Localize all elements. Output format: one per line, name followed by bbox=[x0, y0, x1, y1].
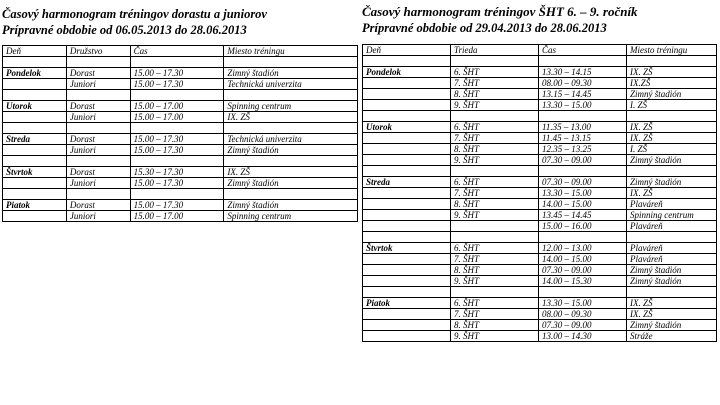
group-cell bbox=[66, 57, 130, 68]
location-cell bbox=[627, 56, 717, 67]
group-cell: Dorast bbox=[66, 101, 130, 112]
time-cell bbox=[130, 123, 224, 134]
time-cell: 15.00 – 17.30 bbox=[130, 134, 224, 145]
table-row bbox=[363, 111, 717, 122]
time-cell: 15.00 – 17.30 bbox=[130, 178, 224, 189]
time-cell: 07.30 – 09.00 bbox=[539, 177, 627, 188]
location-cell: IX.ZŠ bbox=[627, 78, 717, 89]
table-row bbox=[363, 254, 717, 265]
location-cell: Plaváreň bbox=[627, 199, 717, 210]
table-row bbox=[3, 68, 358, 79]
table-row bbox=[363, 133, 717, 144]
table-row bbox=[3, 101, 358, 112]
table-row bbox=[3, 156, 358, 167]
day-cell bbox=[3, 211, 67, 222]
group-cell: 9. ŠHT bbox=[451, 210, 539, 221]
group-cell: 7. ŠHT bbox=[451, 188, 539, 199]
group-cell: 8. ŠHT bbox=[451, 89, 539, 100]
day-cell bbox=[3, 145, 67, 156]
location-cell: Plaváreň bbox=[627, 221, 717, 232]
table-row bbox=[363, 221, 717, 232]
time-cell: 13.00 – 14.30 bbox=[539, 331, 627, 342]
column-header: Trieda bbox=[451, 45, 539, 56]
table-row bbox=[3, 90, 358, 101]
group-cell: 9. ŠHT bbox=[451, 331, 539, 342]
time-cell: 07.30 – 09.00 bbox=[539, 265, 627, 276]
column-header: Čas bbox=[130, 46, 224, 57]
day-cell bbox=[363, 155, 451, 166]
table-row bbox=[3, 79, 358, 90]
day-cell bbox=[363, 144, 451, 155]
time-cell bbox=[539, 232, 627, 243]
time-cell: 12.00 – 13.00 bbox=[539, 243, 627, 254]
time-cell: 13.30 – 15.00 bbox=[539, 188, 627, 199]
location-cell: Zimný štadión bbox=[627, 177, 717, 188]
time-cell: 13.15 – 14.45 bbox=[539, 89, 627, 100]
day-cell: Streda bbox=[3, 134, 67, 145]
table-row bbox=[3, 167, 358, 178]
time-cell: 15.00 – 17.00 bbox=[130, 101, 224, 112]
time-cell: 15.00 – 17.00 bbox=[130, 211, 224, 222]
group-cell bbox=[451, 221, 539, 232]
group-cell: Dorast bbox=[66, 134, 130, 145]
table-row bbox=[363, 265, 717, 276]
location-cell: Technická univerzita bbox=[224, 79, 358, 90]
time-cell: 13.45 – 14.45 bbox=[539, 210, 627, 221]
table-row bbox=[363, 155, 717, 166]
day-cell: Štvrtok bbox=[3, 167, 67, 178]
group-cell bbox=[451, 111, 539, 122]
day-cell: Pondelok bbox=[3, 68, 67, 79]
group-cell: Juniori bbox=[66, 178, 130, 189]
group-cell: 6. ŠHT bbox=[451, 122, 539, 133]
location-cell: IX. ZŠ bbox=[224, 112, 358, 123]
day-cell bbox=[363, 188, 451, 199]
time-cell: 08.00 – 09.30 bbox=[539, 309, 627, 320]
location-cell: IX. ZŠ bbox=[627, 122, 717, 133]
group-cell: 8. ŠHT bbox=[451, 320, 539, 331]
time-cell: 14.00 – 15.30 bbox=[539, 276, 627, 287]
junior-schedule-section bbox=[2, 0, 358, 222]
time-cell: 15.00 – 17.30 bbox=[130, 200, 224, 211]
time-cell bbox=[539, 111, 627, 122]
location-cell: Plaváreň bbox=[627, 254, 717, 265]
time-cell: 14.00 – 15.00 bbox=[539, 199, 627, 210]
sht-schedule-body bbox=[363, 56, 717, 342]
location-cell: IX. ZŠ bbox=[224, 167, 358, 178]
group-cell: 6. ŠHT bbox=[451, 67, 539, 78]
group-cell: Juniori bbox=[66, 112, 130, 123]
day-cell bbox=[363, 309, 451, 320]
table-row bbox=[363, 122, 717, 133]
group-cell: 6. ŠHT bbox=[451, 177, 539, 188]
day-cell: Piatok bbox=[3, 200, 67, 211]
time-cell: 15.00 – 17.30 bbox=[130, 79, 224, 90]
group-cell: 7. ŠHT bbox=[451, 133, 539, 144]
location-cell bbox=[224, 57, 358, 68]
day-cell bbox=[363, 100, 451, 111]
column-header: Deň bbox=[363, 45, 451, 56]
junior-schedule-body bbox=[3, 57, 358, 222]
day-cell bbox=[363, 221, 451, 232]
table-row bbox=[363, 177, 717, 188]
time-cell: 15.00 – 16.00 bbox=[539, 221, 627, 232]
junior-schedule-table bbox=[2, 45, 358, 222]
day-cell bbox=[3, 189, 67, 200]
day-cell bbox=[363, 276, 451, 287]
table-row bbox=[363, 89, 717, 100]
group-cell: Juniori bbox=[66, 145, 130, 156]
table-row bbox=[363, 232, 717, 243]
day-cell bbox=[3, 90, 67, 101]
time-cell bbox=[130, 189, 224, 200]
table-row bbox=[363, 243, 717, 254]
group-cell: 8. ŠHT bbox=[451, 265, 539, 276]
day-cell bbox=[363, 210, 451, 221]
location-cell: Zimný štadión bbox=[627, 155, 717, 166]
time-cell: 15.30 – 17.30 bbox=[130, 167, 224, 178]
group-cell: 8. ŠHT bbox=[451, 144, 539, 155]
location-cell: IX. ZŠ bbox=[627, 188, 717, 199]
column-header: Čas bbox=[539, 45, 627, 56]
group-cell: 9. ŠHT bbox=[451, 276, 539, 287]
day-cell: Streda bbox=[363, 177, 451, 188]
location-cell bbox=[224, 189, 358, 200]
day-cell bbox=[363, 166, 451, 177]
time-cell: 13.30 – 15.00 bbox=[539, 298, 627, 309]
table-row bbox=[3, 145, 358, 156]
day-cell bbox=[363, 320, 451, 331]
location-cell bbox=[224, 123, 358, 134]
location-cell: I. ZŠ bbox=[627, 100, 717, 111]
table-row bbox=[363, 188, 717, 199]
day-cell bbox=[363, 78, 451, 89]
day-cell: Utorok bbox=[3, 101, 67, 112]
time-cell: 08.00 – 09.30 bbox=[539, 78, 627, 89]
location-cell: Zimný štadión bbox=[627, 265, 717, 276]
group-cell: 9. ŠHT bbox=[451, 100, 539, 111]
table-row bbox=[363, 56, 717, 67]
group-cell bbox=[451, 287, 539, 298]
location-cell bbox=[224, 90, 358, 101]
location-cell: I. ZŠ bbox=[627, 144, 717, 155]
sht-schedule-table bbox=[362, 44, 717, 342]
location-cell: IX. ZŠ bbox=[627, 298, 717, 309]
day-cell bbox=[363, 287, 451, 298]
day-cell bbox=[363, 232, 451, 243]
group-cell: Juniori bbox=[66, 211, 130, 222]
time-cell bbox=[539, 287, 627, 298]
group-cell bbox=[66, 123, 130, 134]
location-cell: Zimný štadión bbox=[224, 200, 358, 211]
day-cell bbox=[363, 133, 451, 144]
location-cell bbox=[627, 111, 717, 122]
table-row bbox=[363, 144, 717, 155]
location-cell: Zimný štadión bbox=[224, 68, 358, 79]
table-row bbox=[363, 298, 717, 309]
time-cell: 15.00 – 17.00 bbox=[130, 112, 224, 123]
location-cell: IX. ZŠ bbox=[627, 133, 717, 144]
time-cell: 13.30 – 14.15 bbox=[539, 67, 627, 78]
right-subtitle: Prípravné obdobie od 29.04.2013 do 28.06.2013 bbox=[362, 21, 607, 35]
location-cell: Technická univerzita bbox=[224, 134, 358, 145]
time-cell bbox=[539, 166, 627, 177]
group-cell: Juniori bbox=[66, 79, 130, 90]
location-cell: Zimný štadión bbox=[224, 178, 358, 189]
day-cell: Štvrtok bbox=[363, 243, 451, 254]
table-row bbox=[363, 210, 717, 221]
table-row bbox=[3, 200, 358, 211]
group-cell: 6. ŠHT bbox=[451, 243, 539, 254]
group-cell bbox=[451, 56, 539, 67]
day-cell bbox=[3, 57, 67, 68]
location-cell: Spinning centrum bbox=[627, 210, 717, 221]
table-row bbox=[3, 57, 358, 68]
location-cell: IX. ZŠ bbox=[627, 309, 717, 320]
group-cell: Dorast bbox=[66, 68, 130, 79]
table-row bbox=[363, 199, 717, 210]
table-row bbox=[363, 309, 717, 320]
column-header: Miesto tréningu bbox=[224, 46, 358, 57]
location-cell bbox=[627, 287, 717, 298]
day-cell bbox=[363, 89, 451, 100]
location-cell: Zimný štadión bbox=[627, 320, 717, 331]
table-header-row bbox=[363, 45, 717, 56]
time-cell: 15.00 – 17.30 bbox=[130, 68, 224, 79]
time-cell bbox=[130, 57, 224, 68]
table-row bbox=[3, 112, 358, 123]
column-header: Družstvo bbox=[66, 46, 130, 57]
location-cell: Spinning centrum bbox=[224, 211, 358, 222]
location-cell: Stráže bbox=[627, 331, 717, 342]
day-cell bbox=[3, 79, 67, 90]
location-cell: Zimný štadión bbox=[627, 276, 717, 287]
table-row bbox=[363, 320, 717, 331]
day-cell bbox=[3, 178, 67, 189]
table-row bbox=[3, 178, 358, 189]
day-cell bbox=[363, 111, 451, 122]
table-row bbox=[363, 331, 717, 342]
time-cell: 14.00 – 15.00 bbox=[539, 254, 627, 265]
group-cell: 8. ŠHT bbox=[451, 199, 539, 210]
group-cell: 7. ŠHT bbox=[451, 78, 539, 89]
time-cell: 07.30 – 09.00 bbox=[539, 155, 627, 166]
table-row bbox=[363, 78, 717, 89]
day-cell bbox=[3, 112, 67, 123]
time-cell bbox=[539, 56, 627, 67]
left-title: Časový harmonogram tréningov dorastu a juniorov bbox=[2, 7, 267, 21]
location-cell: Zimný štadión bbox=[627, 89, 717, 100]
group-cell bbox=[66, 156, 130, 167]
day-cell bbox=[363, 56, 451, 67]
location-cell bbox=[627, 232, 717, 243]
group-cell bbox=[66, 189, 130, 200]
day-cell bbox=[363, 254, 451, 265]
table-row bbox=[3, 123, 358, 134]
group-cell bbox=[451, 166, 539, 177]
group-cell bbox=[66, 90, 130, 101]
location-cell bbox=[627, 166, 717, 177]
table-row bbox=[363, 276, 717, 287]
time-cell: 13.30 – 15.00 bbox=[539, 100, 627, 111]
day-cell: Utorok bbox=[363, 122, 451, 133]
group-cell: Dorast bbox=[66, 167, 130, 178]
location-cell: Spinning centrum bbox=[224, 101, 358, 112]
right-title: Časový harmonogram tréningov ŠHT 6. – 9. ročník bbox=[362, 4, 638, 19]
location-cell: Zimný štadión bbox=[224, 145, 358, 156]
time-cell: 11.45 – 13.15 bbox=[539, 133, 627, 144]
group-cell bbox=[451, 232, 539, 243]
table-row bbox=[363, 287, 717, 298]
column-header: Deň bbox=[3, 46, 67, 57]
group-cell: 9. ŠHT bbox=[451, 155, 539, 166]
time-cell: 15.00 – 17.30 bbox=[130, 145, 224, 156]
day-cell: Pondelok bbox=[363, 67, 451, 78]
time-cell bbox=[130, 90, 224, 101]
table-row bbox=[3, 134, 358, 145]
time-cell: 12.35 – 13.25 bbox=[539, 144, 627, 155]
day-cell bbox=[363, 199, 451, 210]
table-row bbox=[3, 211, 358, 222]
table-header-row bbox=[3, 46, 358, 57]
time-cell: 11.35 – 13.00 bbox=[539, 122, 627, 133]
location-cell: IX. ZŠ bbox=[627, 67, 717, 78]
table-row bbox=[363, 67, 717, 78]
table-row bbox=[363, 100, 717, 111]
sht-schedule-section bbox=[362, 0, 718, 342]
day-cell bbox=[363, 265, 451, 276]
group-cell: 7. ŠHT bbox=[451, 254, 539, 265]
time-cell: 07.30 – 09.00 bbox=[539, 320, 627, 331]
left-subtitle: Prípravné obdobie od 06.05.2013 do 28.06.2013 bbox=[2, 23, 247, 37]
location-cell bbox=[224, 156, 358, 167]
table-row bbox=[363, 166, 717, 177]
table-row bbox=[3, 189, 358, 200]
location-cell: Plaváreň bbox=[627, 243, 717, 254]
column-header: Miesto tréningu bbox=[627, 45, 717, 56]
group-cell: 7. ŠHT bbox=[451, 309, 539, 320]
day-cell bbox=[363, 331, 451, 342]
group-cell: Dorast bbox=[66, 200, 130, 211]
day-cell: Piatok bbox=[363, 298, 451, 309]
day-cell bbox=[3, 156, 67, 167]
day-cell bbox=[3, 123, 67, 134]
time-cell bbox=[130, 156, 224, 167]
group-cell: 6. ŠHT bbox=[451, 298, 539, 309]
